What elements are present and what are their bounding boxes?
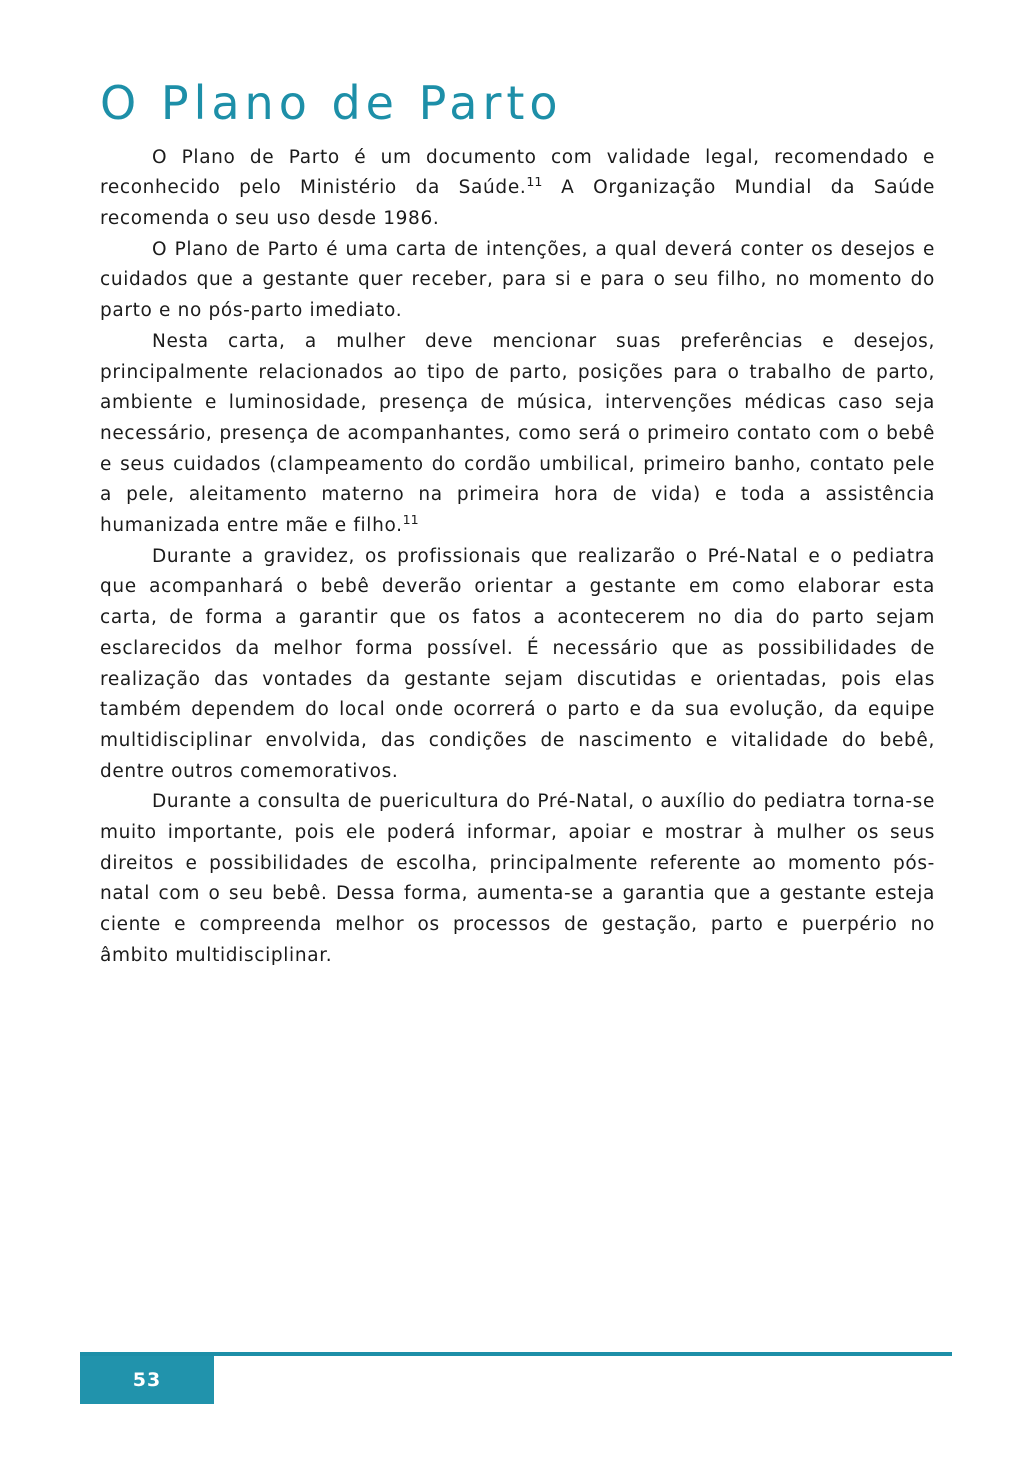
page-number: 53 [132,1369,162,1391]
page-title: O Plano de Parto [100,76,563,130]
paragraph: Durante a consulta de puericultura do Pré-Natal, o auxílio do pediatra torna-se muito importante, pois ele poderá informar, apoiar e mostrar à mulher os seus direitos e possibilidades de escolha, principalmente referente ao momento pós-natal com o seu bebê. Dessa forma, aumenta-se a garantia que a gestante esteja ciente e compreenda melhor os processos de gestação, parto e puerpério no âmbito multidisciplinar. [100,791,935,966]
paragraph: O Plano de Parto é um documento com validade legal, recomendado e reconhecido pelo Ministério da Saúde.$^{11}$ A Organização Mundial da Saúde recomenda o seu uso desde 1986. [100,146,935,229]
paragraph: Nesta carta, a mulher deve mencionar suas preferências e desejos, principalmente relacionados ao tipo de parto, posições para o trabalho de parto, ambiente e luminosidade, presença de música, intervenções médicas caso seja necessário, presença de acompanhantes, como será o primeiro contato com o bebê e seus cuidados (clampeamento do cordão umbilical, primeiro banho, contato pele a pele, aleitamento materno na primeira hora de vida) e toda a assistência humanizada entre mãe e filho.$^{11}$ [100,330,935,537]
paragraph: O Plano de Parto é uma carta de intenções, a qual deverá conter os desejos e cuidados que a gestante quer receber, para si e para o seu filho, no momento do parto e no pós-parto imediato. [100,238,935,322]
paragraph: Durante a gravidez, os profissionais que realizarão o Pré-Natal e o pediatra que acompanhará o bebê deverão orientar a gestante em como elaborar esta carta, de forma a garantir que os fatos a acontecerem no dia do parto sejam esclarecidos da melhor forma possível. É necessário que as possibilidades de realização das vontades da gestante sejam discutidas e orientadas, pois elas também dependem do local onde ocorrerá o parto e da sua evolução, da equipe multidisciplinar envolvida, das condições de nascimento e vitalidade do bebê, dentre outros comemorativos. [100,545,935,782]
page-content [100,78,935,972]
footer-page-tab [80,1356,214,1404]
body-text [100,143,935,972]
